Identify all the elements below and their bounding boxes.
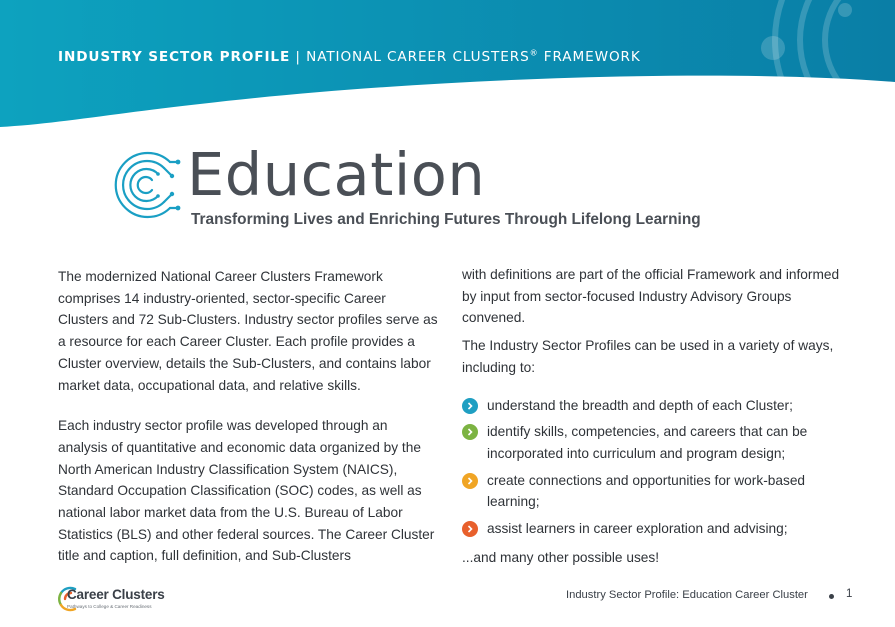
list-item: identify skills, competencies, and careers that can be incorporated into curriculum and program design;: [462, 421, 847, 464]
left-column: [58, 266, 438, 586]
footer-logo-name: Career Clusters: [67, 587, 165, 602]
header-wave-background: [0, 0, 895, 130]
uses-intro: The Industry Sector Profiles can be used in a variety of ways, including to:: [462, 338, 834, 375]
list-item: understand the breadth and depth of each Cluster;: [462, 395, 847, 417]
uses-list: [462, 395, 847, 540]
cluster-subtitle: Transforming Lives and Enriching Futures Through Lifelong Learning: [191, 211, 701, 228]
chevron-right-icon: [462, 424, 478, 440]
header-title: INDUSTRY SECTOR PROFILE | NATIONAL CAREER CLUSTERS® FRAMEWORK: [58, 48, 641, 65]
cluster-title: Education: [187, 140, 486, 209]
footer-bullet: [829, 594, 834, 599]
chevron-right-icon: [462, 521, 478, 537]
chevron-right-icon: [462, 398, 478, 414]
closing-line: ...and many other possible uses!: [462, 549, 660, 565]
chevron-right-icon: [462, 473, 478, 489]
list-item: create connections and opportunities for work-based learning;: [462, 470, 847, 513]
footer-logo-tagline: Pathways to College & Career Readiness: [67, 604, 152, 609]
list-item: assist learners in career exploration and advising;: [462, 518, 847, 540]
methodology-paragraph: Each industry sector profile was developed through an analysis of quantitative and economic data organized by the North American Industry Classification System (NAICS), Standard Occupation Classification (SOC) codes, as well as national labor market data from the U.S. Bureau of Labor Statistics (BLS) and other federal sources. The Career Cluster title and caption, full definition, and Sub-Clusters: [58, 418, 435, 564]
header-band: [0, 0, 895, 130]
intro-paragraph: The modernized National Career Clusters Framework comprises 14 industry-oriented, sector-specific Career Clusters and 72 Sub-Clusters. Industry sector profiles serve as a resource for each Career Cluster. Each profile provides a Cluster overview, details the Sub-Clusters, and contains labor market data, occupational data, and relative skills.: [58, 269, 438, 393]
right-column: [462, 264, 847, 574]
footer-text: Industry Sector Profile: Education Career Cluster: [566, 589, 808, 601]
career-clusters-logo: [55, 583, 175, 613]
methodology-paragraph-continued: with definitions are part of the official Framework and informed by input from sector-focused Industry Advisory Groups convened.: [462, 267, 840, 326]
page-number: 1: [846, 588, 853, 600]
career-clusters-circuit-icon: [112, 150, 182, 220]
